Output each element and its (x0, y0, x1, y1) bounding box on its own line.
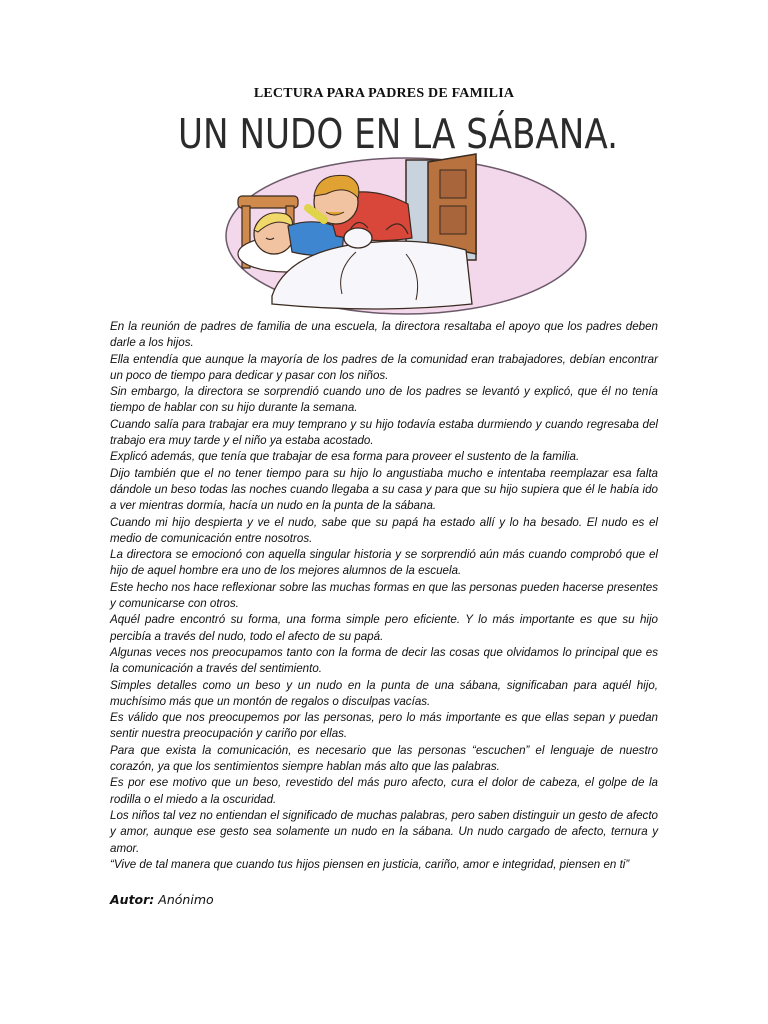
paragraph: Sin embargo, la directora se sorprendió cuando uno de los padres se levantó y explicó, que él no tenía tiempo de hablar con su hijo durante la semana. (110, 385, 658, 415)
paragraph: Es válido que nos preocupemos por las personas, pero lo más importante es que ellas sepan y puedan sentir nuestra preocupación y cariño por ellas. (110, 711, 658, 741)
paragraph: En la reunión de padres de familia de una escuela, la directora resaltaba el apoyo que los padres deben darle a los hijos. (110, 320, 658, 350)
document-title: LECTURA PARA PADRES DE FAMILIA (253, 86, 515, 101)
paragraph: Es por ese motivo que un beso, revestido del más puro afecto, cura el dolor de cabeza, el golpe de la rodilla o el miedo a la oscuridad. (110, 776, 658, 806)
paragraph: Cuando mi hijo despierta y ve el nudo, sabe que su papá ha estado allí y lo ha besado. El nudo es el medio de comunicación entre nosotros. (110, 515, 658, 545)
story-text (110, 319, 658, 873)
paragraph: Algunas veces nos preocupamos tanto con la forma de decir las cosas que olvidamos lo principal que es la comunicación a través del sentimiento. (110, 645, 658, 676)
paragraph: La directora se emocionó con aquella singular historia y se sorprendió aún más cuando comprobó que el hijo de aquel hombre era uno de los mejores alumnos de la escuela. (110, 548, 658, 578)
paragraph: Este hecho nos hace reflexionar sobre las muchas formas en que las personas pueden hacerse presentes y comunicarse con otros. (110, 580, 658, 611)
paragraph: Para que exista la comunicación, es necesario que las personas “escuchen” el lenguaje de nuestro corazón, ya que los sentimientos siempre hablan más alto que las palabras. (110, 743, 658, 774)
author-name: Anónimo (158, 892, 214, 907)
paragraph: Ella entendía que aunque la mayoría de los padres de la comunidad eran trabajadores, debían encontrar un poco de tiempo para dedicar y pasar con los niños. (110, 352, 658, 382)
paragraph: Dijo también que el no tener tiempo para su hijo lo angustiaba mucho e intentaba reemplazar esa falta dándole un beso todas las noches cuando llegaba a su casa y para que su hijo supiera que él le había ido a ver mientras dormía, hacía un nudo en la punta de la sábana. (110, 466, 658, 513)
paragraph: Aquél padre encontró su forma, una forma simple pero eficiente. Y lo más importante es que su hijo percibía a través del nudo, todo el afecto de su papá. (110, 613, 658, 643)
paragraph: Simples detalles como un beso y un nudo en la punta de una sábana, significaban para aquél hijo, muchísimo más que un montón de regalos o disculpas vacías. (110, 678, 658, 708)
story-illustration (176, 104, 636, 314)
illustration-title: UN NUDO EN LA SÁBANA. (178, 110, 618, 158)
paragraph: Los niños tal vez no entiendan el significado de muchas palabras, pero saben distinguir un gesto de afecto y amor, aunque ese gesto sea solamente un nudo en la sábana. Un nudo cargado de afecto, ternura y amor. (110, 808, 658, 855)
author-label: Autor: (110, 892, 155, 907)
closing-quote: “Vive de tal manera que cuando tus hijos piensen en justicia, cariño, amor e integridad, piensen en ti” (110, 857, 630, 871)
author-line (110, 892, 214, 907)
paragraph: Explicó además, que tenía que trabajar de esa forma para proveer el sustento de la familia. (110, 450, 580, 464)
paragraph: Cuando salía para trabajar era muy temprano y su hijo todavía estaba durmiendo y cuando regresaba del trabajo era muy tarde y el niño ya estaba acostado. (110, 417, 658, 448)
